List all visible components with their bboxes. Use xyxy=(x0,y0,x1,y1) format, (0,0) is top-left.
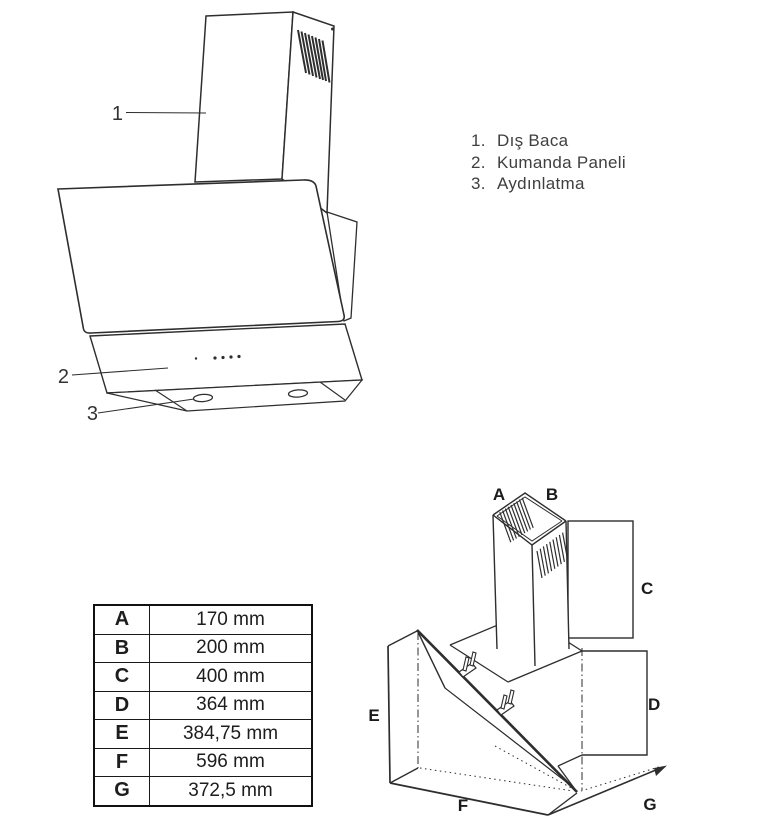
dim-value: 400 mm xyxy=(150,663,313,692)
callout-2: 2 xyxy=(57,366,69,388)
legend-item-dis-baca xyxy=(471,130,626,152)
legend-item-kumanda-paneli xyxy=(471,152,626,174)
legend-number: 2. xyxy=(471,152,486,172)
dim-label-g: G xyxy=(643,795,657,814)
chimney-rivet xyxy=(331,28,334,31)
dim-value: 364 mm xyxy=(150,691,313,720)
legend-label: Aydınlatma xyxy=(497,174,585,193)
glass-panel xyxy=(58,180,344,333)
table-row xyxy=(94,605,312,634)
legend-item-aydinlatma xyxy=(471,173,626,195)
dim-label-c: C xyxy=(641,579,654,598)
legend-number: 3. xyxy=(471,174,486,193)
dim-key: B xyxy=(94,634,150,663)
table-row xyxy=(94,777,312,806)
dim-label-f: F xyxy=(457,796,469,815)
dim-value: 384,75 mm xyxy=(150,720,313,749)
dim-value: 372,5 mm xyxy=(150,777,313,806)
dim-key: E xyxy=(94,720,150,749)
dim-value: 596 mm xyxy=(150,748,313,777)
g-arrowhead xyxy=(654,766,667,777)
dim-key: D xyxy=(94,691,150,720)
dim-value: 200 mm xyxy=(150,634,313,663)
dimensions-table xyxy=(93,604,313,807)
dim-label-b: B xyxy=(545,485,559,504)
table-row xyxy=(94,663,312,692)
table-row xyxy=(94,691,312,720)
parts-legend xyxy=(471,130,626,195)
table-row xyxy=(94,748,312,777)
dim-key: F xyxy=(94,748,150,777)
table-row xyxy=(94,720,312,749)
dim-value: 170 mm xyxy=(150,605,313,634)
legend-number: 1. xyxy=(471,131,486,150)
dimension-diagram xyxy=(368,485,667,815)
dim-label-e: E xyxy=(368,706,380,725)
diagram-chimney xyxy=(493,493,569,666)
dim-label-a: A xyxy=(492,485,506,504)
dim-label-d: D xyxy=(648,695,661,714)
dim-box-c xyxy=(568,521,633,638)
callout-3: 3 xyxy=(86,403,98,425)
hood-illustration xyxy=(58,12,362,425)
callout-1: 1 xyxy=(111,103,123,125)
legend-label: Dış Baca xyxy=(497,131,569,150)
dim-key: G xyxy=(94,777,150,806)
dim-key: A xyxy=(94,605,150,634)
dim-box-d xyxy=(582,651,647,755)
table-row xyxy=(94,634,312,663)
dim-key: C xyxy=(94,663,150,692)
mounting-bracket-2 xyxy=(497,690,514,715)
legend-label: Kumanda Paneli xyxy=(497,152,626,172)
